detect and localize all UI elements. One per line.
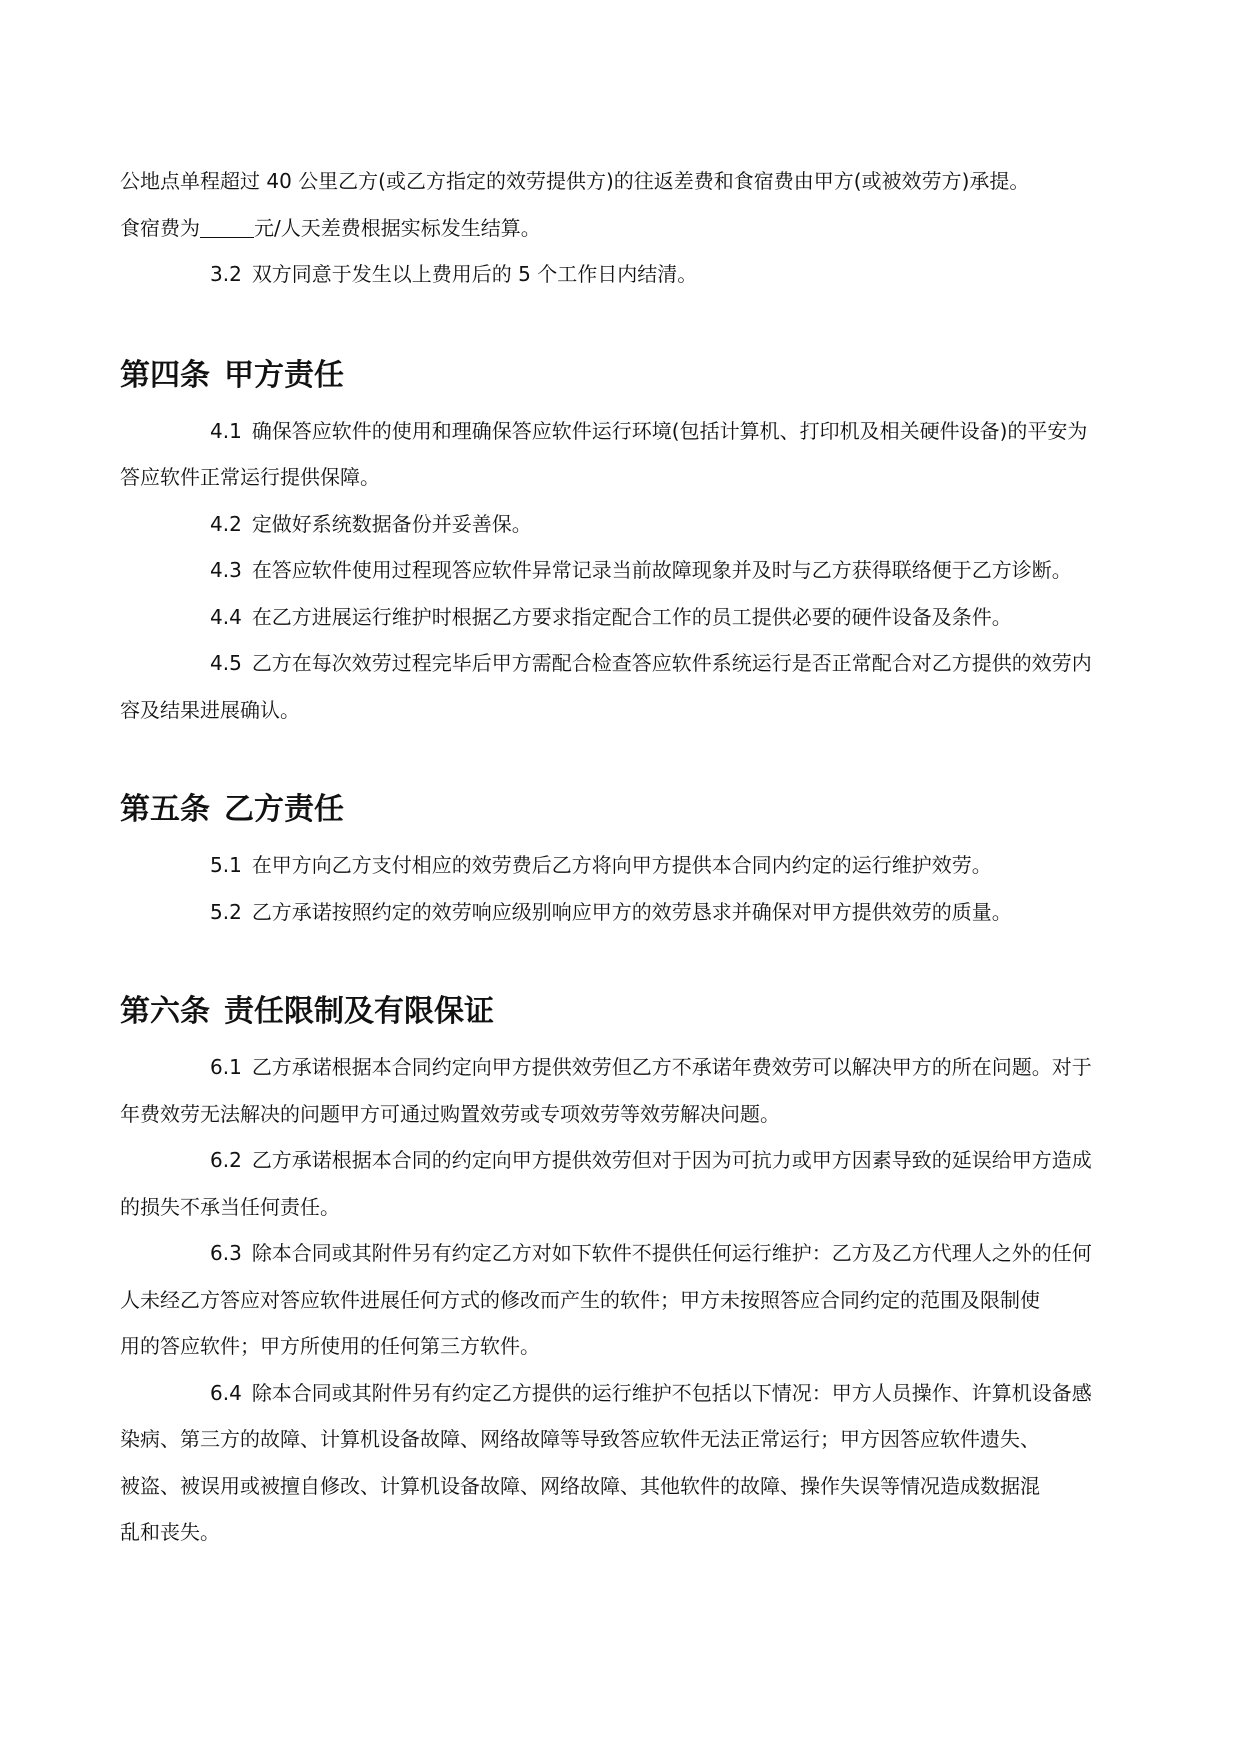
clause-6-2-cont: 的损失不承当任何责任。: [120, 1194, 340, 1219]
section-number: 第六条: [120, 994, 210, 1029]
clause-4-1: [120, 408, 1128, 455]
clause-6-4-cont-2: 被盗、被误用或被擅自修改、计算机设备故障、网络故障、其他软件的故障、操作失误等情况造成数据混: [120, 1473, 1040, 1498]
clause-text: 除本合同或其附件另有约定乙方对如下软件不提供任何运行维护：乙方及乙方代理人之外的任何: [251, 1241, 1092, 1265]
clause-number: 4.4: [210, 604, 242, 629]
clause-3-2: [120, 251, 1128, 298]
intro-line-2-after: 元/人天差费根据实标发生结算。: [254, 215, 541, 240]
clause-6-4-cont-3: 乱和丧失。: [120, 1520, 220, 1544]
section-number: 第四条: [120, 357, 210, 393]
document-body: [120, 158, 1128, 1556]
clause-number: 4.1: [210, 418, 242, 443]
intro-line-2: [120, 205, 1128, 252]
clause-6-1-cont: 年费效劳无法解决的问题甲方可通过购置效劳或专项效劳等效劳解决问题。: [120, 1101, 780, 1126]
clause-number: 6.4: [210, 1380, 242, 1405]
clause-6-3-cont-2: 用的答应软件；甲方所使用的任何第三方软件。: [120, 1334, 540, 1358]
clause-number: 4.2: [210, 511, 242, 536]
clause-4-3: [120, 547, 1128, 594]
intro-line-2-before: 食宿费为: [120, 215, 200, 240]
clause-number: 6.1: [210, 1055, 242, 1079]
section-title: 乙方责任: [224, 792, 344, 827]
section-heading-5: [120, 790, 1128, 830]
clause-4-4: [120, 594, 1128, 641]
clause-number: 4.3: [210, 558, 242, 582]
clause-text: 在乙方进展运行维护时根据乙方要求指定配合工作的员工提供必要的硬件设备及条件。: [251, 604, 1012, 629]
section-heading-6: [120, 992, 1128, 1032]
intro-line-1: 公地点单程超过 40 公里乙方(或乙方指定的效劳提供方)的往返差费和食宿费由甲方(或被效劳方)承提。: [120, 169, 1030, 193]
clause-6-3: [120, 1230, 1128, 1277]
clause-text: 双方同意于发生以上费用后的 5 个工作日内结清。: [251, 262, 698, 286]
clause-text: 乙方承诺按照约定的效劳响应级别响应甲方的效劳恳求并确保对甲方提供效劳的质量。: [251, 899, 1012, 924]
clause-text: 定做好系统数据备份并妥善保。: [251, 511, 532, 536]
clause-4-5: [120, 640, 1128, 687]
clause-text: 除本合同或其附件另有约定乙方提供的运行维护不包括以下情况：甲方人员操作、许算机设备感: [251, 1380, 1092, 1405]
clause-6-4: [120, 1370, 1128, 1417]
clause-6-2: [120, 1137, 1128, 1184]
clause-number: 6.2: [210, 1148, 242, 1172]
section-title: 责任限制及有限保证: [224, 994, 494, 1029]
clause-text: 在答应软件使用过程现答应软件异常记录当前故障现象并及时与乙方获得联络便于乙方诊断。: [251, 558, 1072, 582]
section-number: 第五条: [120, 792, 210, 827]
clause-number: 4.5: [210, 651, 242, 675]
clause-text: 在甲方向乙方支付相应的效劳费后乙方将向甲方提供本合同内约定的运行维护效劳。: [251, 853, 992, 877]
clause-number: 5.1: [210, 853, 242, 877]
clause-4-2: [120, 501, 1128, 548]
fill-in-blank: [200, 217, 254, 238]
clause-6-4-cont-1: 染病、第三方的故障、计算机设备故障、网络故障等导致答应软件无法正常运行；甲方因答应软件遗失、: [120, 1427, 1040, 1451]
clause-number: 6.3: [210, 1241, 242, 1265]
clause-6-1: [120, 1044, 1128, 1091]
clause-6-3-cont-1: 人未经乙方答应对答应软件进展任何方式的修改而产生的软件；甲方未按照答应合同约定的范围及限制使: [120, 1287, 1040, 1312]
clause-5-1: [120, 842, 1128, 889]
clause-text: 乙方承诺根据本合同约定向甲方提供效劳但乙方不承诺年费效劳可以解决甲方的所在问题。对于: [251, 1055, 1092, 1079]
clause-number: 3.2: [210, 262, 242, 286]
clause-number: 5.2: [210, 899, 242, 924]
clause-5-2: [120, 889, 1128, 936]
clause-text: 乙方承诺根据本合同的约定向甲方提供效劳但对于因为可抗力或甲方因素导致的延误给甲方造成: [251, 1148, 1092, 1172]
clause-4-1-cont: 答应软件正常运行提供保障。: [120, 465, 380, 489]
clause-text: 确保答应软件的使用和理确保答应软件运行环境(包括计算机、打印机及相关硬件设备)的平安为: [251, 418, 1088, 443]
clause-text: 乙方在每次效劳过程完毕后甲方需配合检查答应软件系统运行是否正常配合对乙方提供的效劳内: [251, 651, 1092, 675]
section-heading-4: [120, 356, 1128, 396]
clause-4-5-cont: 容及结果进展确认。: [120, 697, 300, 722]
section-title: 甲方责任: [224, 357, 344, 393]
